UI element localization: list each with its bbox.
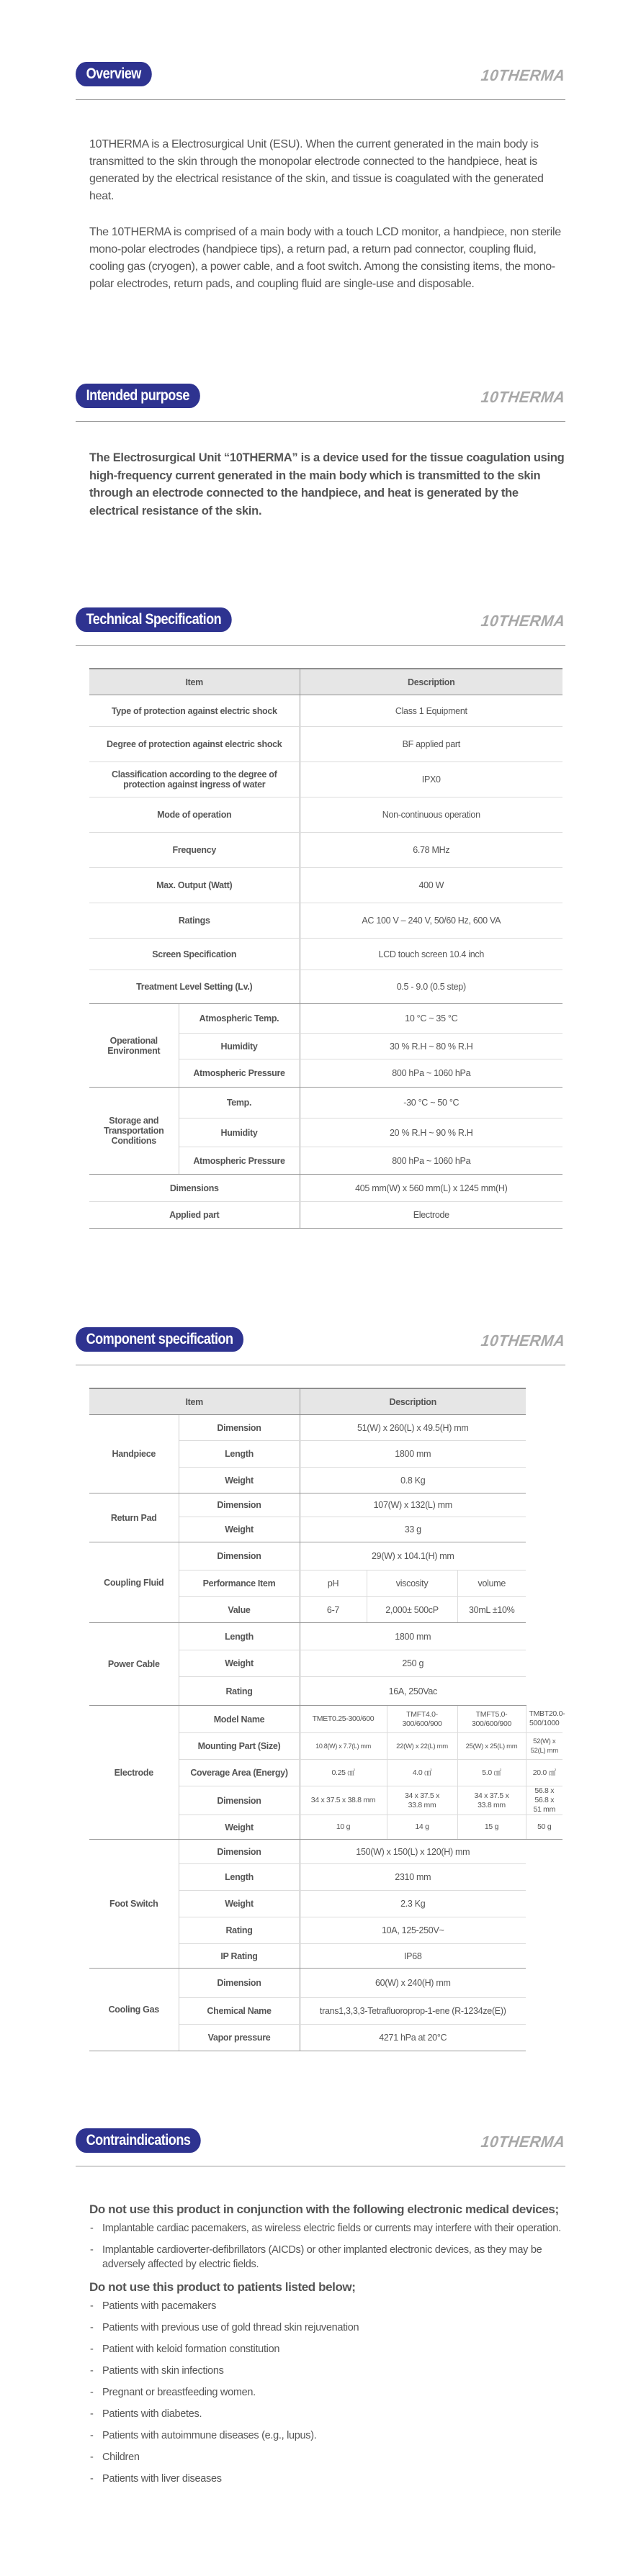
row-item: Temp. (179, 1088, 300, 1118)
row-value: 405 mm(W) x 560 mm(L) x 1245 mm(H) (300, 1175, 562, 1202)
row-value: 800 hPa ~ 1060 hPa (300, 1147, 562, 1175)
devices-list (89, 2221, 565, 2272)
row-value: 60(W) x 240(H) mm (300, 1969, 526, 1998)
row-value: 6.78 MHz (300, 833, 562, 868)
row-value: Electrode (300, 1202, 562, 1229)
table-row (89, 1175, 562, 1202)
row-item: Weight (179, 1650, 300, 1677)
row-item: Type of protection against electric shock (89, 695, 300, 727)
row-value: 10 °C ~ 35 °C (300, 1004, 562, 1034)
row-value: IP68 (300, 1944, 526, 1969)
section-title: Technical Specification (76, 607, 232, 632)
row-item: Vapor pressure (179, 2025, 300, 2051)
row-value: IPX0 (300, 762, 562, 797)
table-row (89, 833, 562, 868)
electrode-cell: 22(W) x 22(L) mm (387, 1733, 457, 1760)
row-value: 1800 mm (300, 1441, 526, 1468)
row-item: Mounting Part (Size) (179, 1733, 300, 1760)
row-value: 30 % R.H ~ 80 % R.H (300, 1034, 562, 1059)
electrode-cell: 0.25 ㎠ (300, 1760, 387, 1786)
row-item: Length (179, 1623, 300, 1650)
performance-value: 6-7 (300, 1597, 367, 1623)
patients-heading: Do not use this product to patients listed below; (89, 2280, 356, 2294)
electrode-cell: 25(W) x 25(L) mm (457, 1733, 526, 1760)
electrode-cell: TMFT5.0-300/600/900 (457, 1706, 526, 1733)
section-title: Overview (76, 62, 151, 86)
row-value: 2310 mm (300, 1864, 526, 1891)
row-value: 1800 mm (300, 1623, 526, 1650)
row-item: Dimension (179, 1415, 300, 1441)
row-item: Weight (179, 1517, 300, 1542)
row-item: Weight (179, 1815, 300, 1840)
table-header-row (89, 669, 562, 695)
section-title: Component specification (76, 1327, 243, 1352)
brand-logo: 10THERMA (480, 2133, 567, 2151)
overview-paragraph: The 10THERMA is comprised of a main body with a touch LCD monitor, a handpiece, non sterile mono-polar electrodes (handpiece tips), a return pad, a return pad connector, coupling fluid, cooling gas (cryogen), a power cable, and a foot switch. Among the consisting items, the mono-polar electrodes, return pads, and coupling fluid are single-use and disposable. (89, 226, 561, 290)
group-label: Power Cable (89, 1623, 179, 1706)
list-item: - Implantable cardioverter-defibrillators (AICDs) or other implanted electronic devices, as they may be adversely affected by electric fields. (89, 2243, 565, 2272)
section-title: Intended purpose (76, 384, 200, 408)
list-item: - Patients with liver diseases (89, 2472, 565, 2486)
row-value: -30 °C ~ 50 °C (300, 1088, 562, 1118)
electrode-cell: 14 g (387, 1815, 457, 1840)
performance-value: 30mL ±10% (457, 1597, 526, 1623)
table-row (89, 1202, 562, 1229)
row-item: Mode of operation (89, 797, 300, 833)
row-item: Performance Item (179, 1571, 300, 1597)
row-value: 51(W) x 260(L) x 49.5(H) mm (300, 1415, 526, 1441)
list-item: - Patients with previous use of gold thread skin rejuvenation (89, 2320, 565, 2335)
table-row (89, 1004, 562, 1034)
table-row (89, 970, 562, 1004)
row-item: Dimension (179, 1840, 300, 1864)
row-item: Atmospheric Temp. (179, 1004, 300, 1034)
row-item: Dimension (179, 1542, 300, 1571)
row-value: 2.3 Kg (300, 1891, 526, 1917)
row-item: Dimension (179, 1493, 300, 1517)
section-header (76, 2128, 565, 2166)
electrode-cell: TMFT4.0-300/600/900 (387, 1706, 457, 1733)
row-value: LCD touch screen 10.4 inch (300, 939, 562, 970)
row-item: Length (179, 1441, 300, 1468)
header-item: Item (89, 1388, 300, 1415)
row-value: 150(W) x 150(L) x 120(H) mm (300, 1840, 526, 1864)
row-item: Humidity (179, 1034, 300, 1059)
performance-value: 2,000± 500cP (367, 1597, 457, 1623)
row-item: Value (179, 1597, 300, 1623)
list-item: - Patients with skin infections (89, 2364, 565, 2378)
table-row (89, 1415, 562, 1441)
electrode-cell: 5.0 ㎠ (457, 1760, 526, 1786)
row-item: Model Name (179, 1706, 300, 1733)
table-header-row (89, 1388, 562, 1415)
performance-item: volume (457, 1571, 526, 1597)
brand-logo: 10THERMA (480, 388, 567, 406)
table-row (89, 1840, 562, 1864)
table-row (89, 1623, 562, 1650)
row-item: Screen Specification (89, 939, 300, 970)
list-item: - Implantable cardiac pacemakers, as wireless electric fields or currents may interfere with their operation. (89, 2221, 565, 2236)
row-value: 250 g (300, 1650, 526, 1677)
row-item: IP Rating (179, 1944, 300, 1969)
technical-spec-section (76, 607, 567, 1220)
row-item: Weight (179, 1468, 300, 1493)
header-item: Item (89, 669, 300, 695)
row-item: Atmospheric Pressure (179, 1147, 300, 1175)
section-header (76, 1327, 565, 1365)
technical-spec-table (89, 668, 562, 1229)
electrode-cell: 50 g (526, 1815, 562, 1840)
overview-section (76, 62, 565, 293)
row-item: Max. Output (Watt) (89, 868, 300, 903)
electrode-cell: 10.8(W) x 7.7(L) mm (300, 1733, 387, 1760)
header-description: Description (300, 1388, 526, 1415)
row-value: 29(W) x 104.1(H) mm (300, 1542, 526, 1571)
list-item: - Patients with diabetes. (89, 2407, 565, 2421)
performance-item: viscosity (367, 1571, 457, 1597)
table-row (89, 1706, 562, 1733)
devices-heading: Do not use this product in conjunction with the following electronic medical devices; (89, 2202, 559, 2216)
row-item: Humidity (179, 1118, 300, 1147)
row-item: Treatment Level Setting (Lv.) (89, 970, 300, 1004)
performance-item: pH (300, 1571, 367, 1597)
row-value: 20 % R.H ~ 90 % R.H (300, 1118, 562, 1147)
group-label: Electrode (89, 1706, 179, 1840)
electrode-cell: 34 x 37.5 x 33.8 mm (387, 1786, 457, 1815)
list-item: - Pregnant or breastfeeding women. (89, 2385, 565, 2400)
electrode-cell: 52(W) x 52(L) mm (526, 1733, 562, 1760)
section-header (76, 62, 565, 100)
table-row (89, 762, 562, 797)
group-label: Return Pad (89, 1493, 179, 1542)
group-label: Operational Environment (89, 1004, 179, 1088)
row-item: Chemical Name (179, 1998, 300, 2025)
table-row (89, 1493, 562, 1517)
table-row (89, 1542, 562, 1571)
electrode-cell: 4.0 ㎠ (387, 1760, 457, 1786)
intended-purpose-section (76, 384, 565, 520)
component-spec-table (89, 1388, 565, 2051)
group-label: Handpiece (89, 1415, 179, 1493)
electrode-cell: TMET0.25-300/600 (300, 1706, 387, 1733)
row-item: Rating (179, 1677, 300, 1706)
row-item: Degree of protection against electric shock (89, 727, 300, 762)
row-item: Dimension (179, 1969, 300, 1998)
row-item: Applied part (89, 1202, 300, 1229)
list-item: - Children (89, 2450, 565, 2464)
section-header (76, 607, 565, 646)
row-value: trans1,3,3,3-Tetrafluoroprop-1-ene (R-1234ze(E)) (300, 1998, 526, 2025)
row-value: 16A, 250Vac (300, 1677, 526, 1706)
row-value: AC 100 V – 240 V, 50/60 Hz, 600 VA (300, 903, 562, 939)
table-row (89, 797, 562, 833)
electrode-cell: TMBT20.0-500/1000 (526, 1706, 562, 1733)
group-label: Storage and Transportation Conditions (89, 1088, 179, 1175)
row-value: BF applied part (300, 727, 562, 762)
group-label: Coupling Fluid (89, 1542, 179, 1623)
table-row (89, 1088, 562, 1118)
list-item: - Patient with keloid formation constitution (89, 2342, 565, 2356)
row-item: Dimensions (89, 1175, 300, 1202)
row-value: 0.8 Kg (300, 1468, 526, 1493)
row-item: Coverage Area (Energy) (179, 1760, 300, 1786)
electrode-cell: 20.0 ㎠ (526, 1760, 562, 1786)
intended-purpose-text: The Electrosurgical Unit “10THERMA” is a device used for the tissue coagulation using high-frequency current generated in the main body which is transmitted to the skin through an electrode connected to the handpiece, and heat is generated by the electrical resistance of the skin. (89, 451, 565, 518)
electrode-cell: 10 g (300, 1815, 387, 1840)
row-value: Class 1 Equipment (300, 695, 562, 727)
row-value: Non-continuous operation (300, 797, 562, 833)
brand-logo: 10THERMA (480, 1332, 567, 1350)
component-spec-section (76, 1327, 567, 2043)
patients-list (89, 2299, 565, 2486)
table-row (89, 903, 562, 939)
list-item: - Patients with pacemakers (89, 2299, 565, 2313)
row-item: Length (179, 1864, 300, 1891)
table-row (89, 1969, 562, 1998)
section-header (76, 384, 565, 422)
row-item: Frequency (89, 833, 300, 868)
overview-paragraph: 10THERMA is a Electrosurgical Unit (ESU). When the current generated in the main body is transmitted to the skin through the monopolar electrode connected to the handpiece, heat is generated by the electrical resistance of the skin, and tissue is coagulated with the generated heat. (89, 138, 544, 202)
electrode-cell: 15 g (457, 1815, 526, 1840)
row-value: 800 hPa ~ 1060 hPa (300, 1059, 562, 1088)
row-value: 0.5 - 9.0 (0.5 step) (300, 970, 562, 1004)
table-row (89, 939, 562, 970)
brand-logo: 10THERMA (480, 612, 567, 630)
row-value: 107(W) x 132(L) mm (300, 1493, 526, 1517)
row-item: Atmospheric Pressure (179, 1059, 300, 1088)
electrode-cell: 56.8 x 56.8 x 51 mm (526, 1786, 562, 1815)
electrode-cell: 34 x 37.5 x 38.8 mm (300, 1786, 387, 1815)
electrode-cell: 34 x 37.5 x 33.8 mm (457, 1786, 526, 1815)
table-row (89, 695, 562, 727)
row-item: Ratings (89, 903, 300, 939)
table-row (89, 868, 562, 903)
group-label: Foot Switch (89, 1840, 179, 1969)
list-item: - Patients with autoimmune diseases (e.g., lupus). (89, 2428, 565, 2443)
row-value: 33 g (300, 1517, 526, 1542)
row-value: 400 W (300, 868, 562, 903)
header-description: Description (300, 669, 562, 695)
row-item: Weight (179, 1891, 300, 1917)
group-label: Cooling Gas (89, 1969, 179, 2051)
row-value: 4271 hPa at 20°C (300, 2025, 526, 2051)
row-item: Classification according to the degree of protection against ingress of water (89, 762, 300, 797)
row-item: Rating (179, 1917, 300, 1944)
section-title: Contraindications (76, 2128, 201, 2153)
contraindications-section (76, 2128, 565, 2493)
brand-logo: 10THERMA (480, 66, 567, 84)
table-row (89, 727, 562, 762)
row-item: Dimension (179, 1786, 300, 1815)
row-value: 10A, 125-250V~ (300, 1917, 526, 1944)
